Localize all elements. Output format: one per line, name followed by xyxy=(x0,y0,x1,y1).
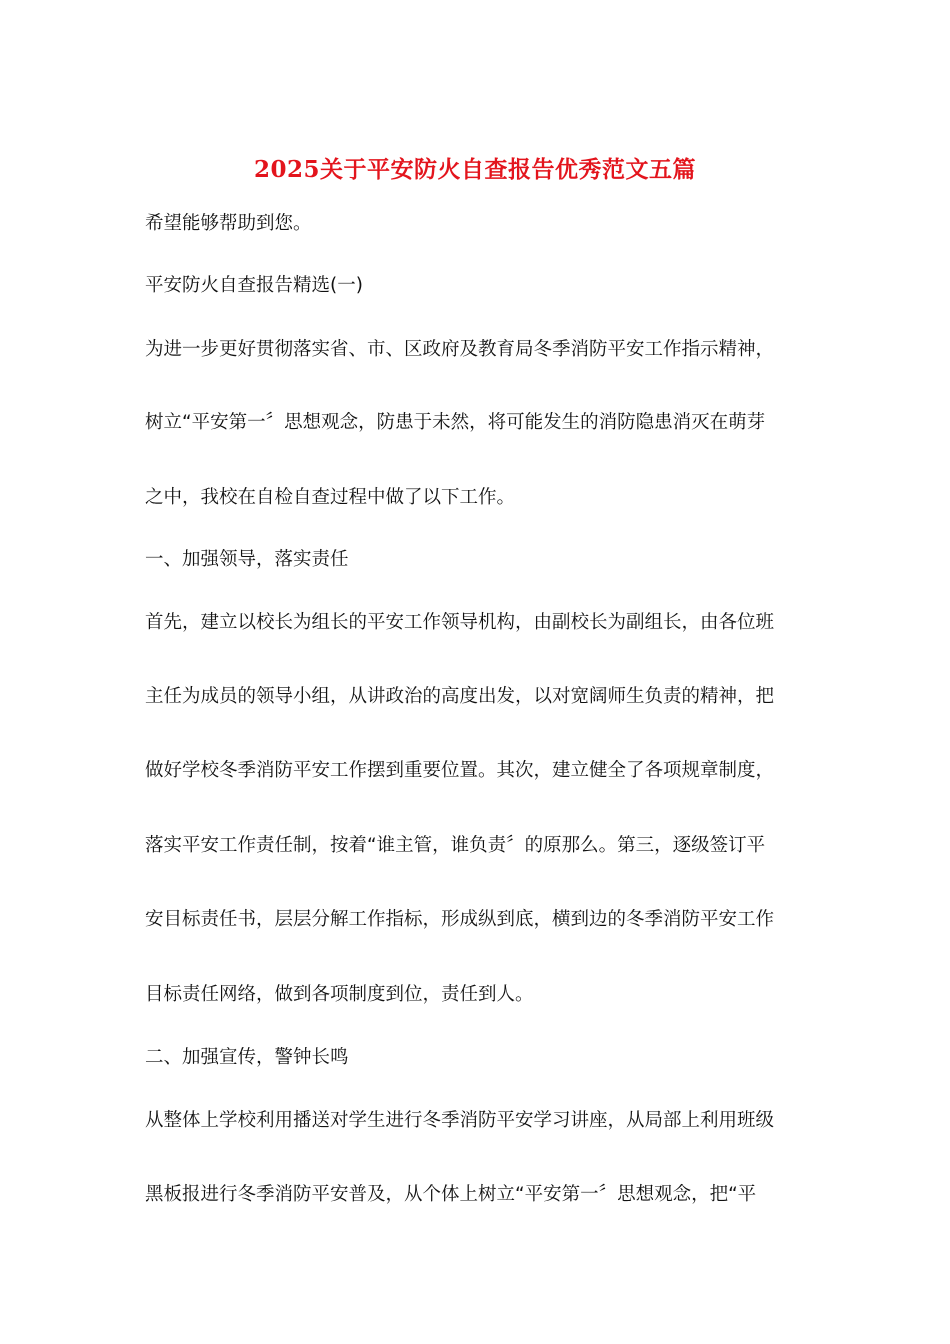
text-line-2: 平安防火自查报告精选(一) xyxy=(145,275,363,296)
text-line-11: 安目标责任书，层层分解工作指标，形成纵到底，横到边的冬季消防平安工作 xyxy=(145,909,775,930)
text-line-13: 二、加强宣传，警钟长鸣 xyxy=(145,1047,349,1068)
text-line-7: 首先，建立以校长为组长的平安工作领导机构，由副校长为副组长，由各位班 xyxy=(145,612,775,633)
text-line-15: 黑板报进行冬季消防平安普及，从个体上树立“平安第一〞思想观念，把“平 xyxy=(145,1184,757,1205)
text-line-5: 之中，我校在自检自查过程中做了以下工作。 xyxy=(145,487,516,508)
text-line-12: 目标责任网络，做到各项制度到位，责任到人。 xyxy=(145,984,534,1005)
text-line-10: 落实平安工作责任制，按着“谁主管，谁负责〞的原那么。第三，逐级签订平 xyxy=(145,835,766,856)
text-line-14: 从整体上学校利用播送对学生进行冬季消防平安学习讲座，从局部上利用班级 xyxy=(145,1110,775,1131)
text-line-8: 主任为成员的领导小组，从讲政治的高度出发，以对宽阔师生负责的精神，把 xyxy=(145,686,775,707)
document-title: 2025关于平安防火自查报告优秀范文五篇 xyxy=(253,156,696,183)
text-line-3: 为进一步更好贯彻落实省、市、区政府及教育局冬季消防平安工作指示精神， xyxy=(145,339,775,360)
text-line-9: 做好学校冬季消防平安工作摆到重要位置。其次，建立健全了各项规章制度， xyxy=(145,760,775,781)
text-line-6: 一、加强领导，落实责任 xyxy=(145,549,349,570)
text-line-4: 树立“平安第一〞思想观念，防患于未然，将可能发生的消防隐患消灭在萌芽 xyxy=(145,412,766,433)
text-line-1: 希望能够帮助到您。 xyxy=(145,213,312,234)
